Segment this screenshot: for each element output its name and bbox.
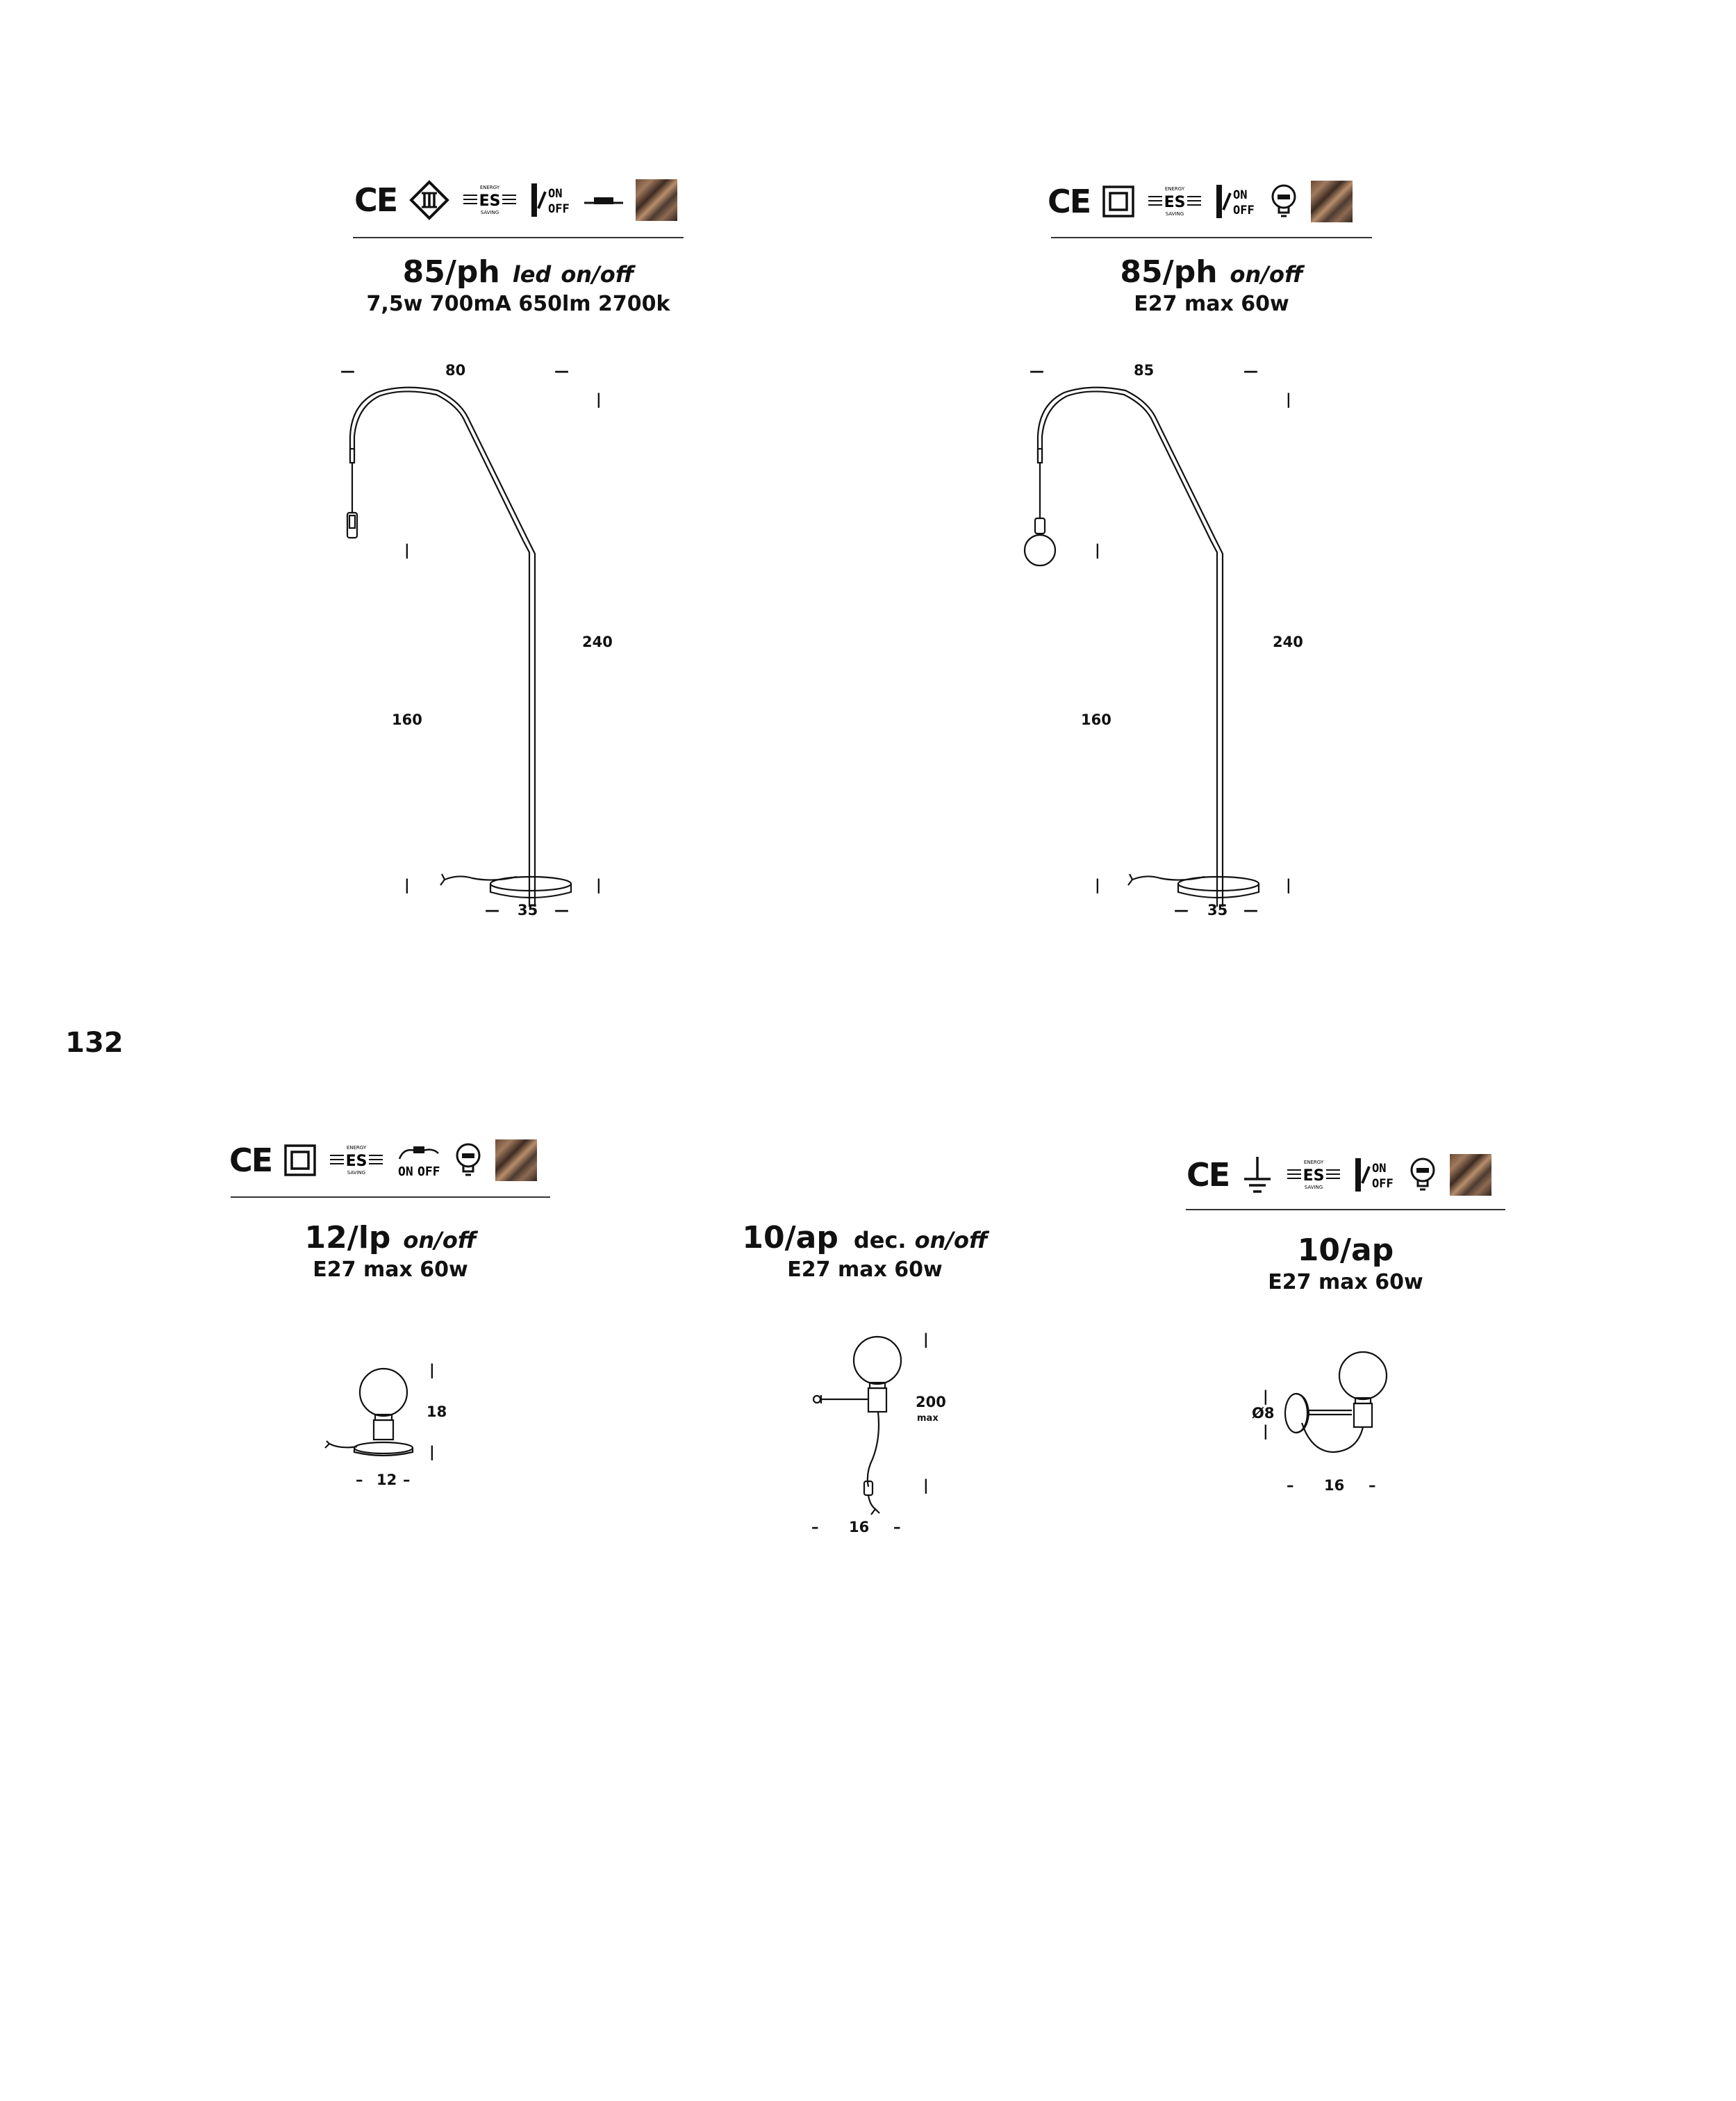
svg-text:ON: ON <box>398 1164 413 1179</box>
icon-row <box>229 1135 537 1186</box>
led-module-icon <box>584 174 623 226</box>
product-code: 85/ph <box>1120 254 1218 290</box>
product-title <box>231 1220 550 1255</box>
lamp-outline <box>325 1369 413 1456</box>
product-title <box>1051 254 1372 290</box>
switch-label: on/off <box>1230 261 1303 288</box>
lamp-outline <box>813 1337 901 1515</box>
decorative-label: dec. <box>853 1227 907 1253</box>
svg-text:ES: ES <box>1164 194 1186 211</box>
svg-text:ON: ON <box>1233 188 1248 202</box>
ce-mark-icon: CE <box>1187 1156 1230 1194</box>
svg-text:ENERGY: ENERGY <box>347 1145 367 1151</box>
dim-hang: 160 <box>1081 711 1111 728</box>
svg-text:SAVING: SAVING <box>1165 211 1184 217</box>
product-spec: E27 max 60w <box>787 1258 943 1282</box>
dim-width: 85 <box>1134 362 1155 379</box>
on-off-switch-icon <box>530 174 572 226</box>
product-spec: 7,5w 700mA 650lm 2700k <box>366 292 670 316</box>
bulb-icon <box>1408 1149 1437 1201</box>
product-code: 10/ap <box>1297 1233 1394 1268</box>
finish-swatch-icon <box>495 1135 537 1186</box>
energy-saving-icon <box>1147 176 1202 227</box>
energy-saving-icon <box>1286 1149 1341 1201</box>
bulb-icon <box>1269 176 1298 227</box>
dim-base: 35 <box>518 902 538 918</box>
energy-saving-icon <box>329 1135 384 1186</box>
svg-text:SAVING: SAVING <box>1304 1185 1323 1190</box>
svg-text:ES: ES <box>345 1153 367 1170</box>
product-code: 10/ap <box>742 1220 838 1255</box>
on-off-switch-icon <box>1215 176 1257 227</box>
dim-width: 16 <box>1324 1477 1345 1494</box>
dim-hang: 160 <box>392 711 422 728</box>
switch-label: on/off <box>403 1227 477 1253</box>
product-code: 85/ph <box>402 254 500 290</box>
svg-text:SAVING: SAVING <box>347 1170 366 1176</box>
svg-text:ES: ES <box>1303 1167 1325 1185</box>
page-number: 132 <box>65 1027 124 1059</box>
switch-label: on/off <box>914 1227 988 1253</box>
dim-base: 12 <box>377 1472 397 1488</box>
dim-width: 80 <box>445 362 466 379</box>
dim-height: 18 <box>427 1403 447 1420</box>
bulb-icon <box>454 1135 483 1186</box>
earth-ground-icon <box>1241 1149 1273 1201</box>
class-3-icon <box>409 174 449 226</box>
product-spec: E27 max 60w <box>1134 292 1289 316</box>
dim-height: 240 <box>582 634 613 650</box>
wall-lamp-drawing <box>1271 1341 1410 1480</box>
product-title <box>353 254 684 290</box>
icon-row <box>1187 1149 1491 1201</box>
dim-width: 16 <box>849 1519 870 1535</box>
svg-text:ON: ON <box>1372 1162 1387 1176</box>
finish-swatch-icon <box>1311 176 1353 227</box>
svg-text:ENERGY: ENERGY <box>480 185 500 190</box>
svg-text:ENERGY: ENERGY <box>1165 186 1185 192</box>
product-title <box>1186 1233 1505 1268</box>
energy-saving-icon <box>462 174 518 226</box>
svg-text:OFF: OFF <box>548 202 570 216</box>
cord-switch-icon <box>397 1135 441 1186</box>
svg-text:OFF: OFF <box>1233 204 1255 217</box>
dim-height: 240 <box>1273 634 1303 650</box>
class-2-icon <box>1102 176 1134 227</box>
icon-row <box>354 174 677 226</box>
floor-lamp-drawing <box>1021 354 1313 917</box>
ce-mark-icon: CE <box>229 1142 272 1179</box>
product-code: 12/lp <box>304 1220 391 1255</box>
icon-row <box>1048 176 1353 227</box>
dim-height-note: max <box>917 1413 939 1424</box>
svg-text:OFF: OFF <box>418 1164 440 1179</box>
dim-base: 35 <box>1207 902 1228 918</box>
divider <box>353 237 684 238</box>
ce-mark-icon: CE <box>354 181 397 219</box>
product-title <box>722 1220 1007 1255</box>
ce-mark-icon: CE <box>1048 183 1091 220</box>
svg-text:ON: ON <box>548 187 563 201</box>
lamp-outline <box>1025 388 1259 907</box>
floor-lamp-drawing <box>333 354 625 917</box>
dim-diameter: Ø8 <box>1252 1405 1275 1422</box>
product-spec: E27 max 60w <box>1268 1270 1423 1294</box>
class-2-icon <box>284 1135 316 1186</box>
product-spec: E27 max 60w <box>313 1258 468 1282</box>
svg-text:SAVING: SAVING <box>480 210 499 215</box>
svg-text:ENERGY: ENERGY <box>1304 1160 1324 1165</box>
divider <box>231 1196 550 1198</box>
dim-height: 200 <box>916 1394 946 1410</box>
wall-lamp-cord-drawing <box>806 1327 945 1535</box>
finish-swatch-icon <box>636 174 677 226</box>
divider <box>1051 237 1372 238</box>
svg-text:OFF: OFF <box>1372 1177 1394 1191</box>
switch-label: on/off <box>561 261 634 288</box>
svg-text:ES: ES <box>479 192 501 210</box>
divider <box>1186 1209 1505 1210</box>
finish-swatch-icon <box>1450 1149 1491 1201</box>
lamp-outline <box>1285 1352 1387 1452</box>
light-source-label: led <box>512 261 552 288</box>
on-off-switch-icon <box>1354 1149 1396 1201</box>
lamp-outline <box>347 388 571 907</box>
